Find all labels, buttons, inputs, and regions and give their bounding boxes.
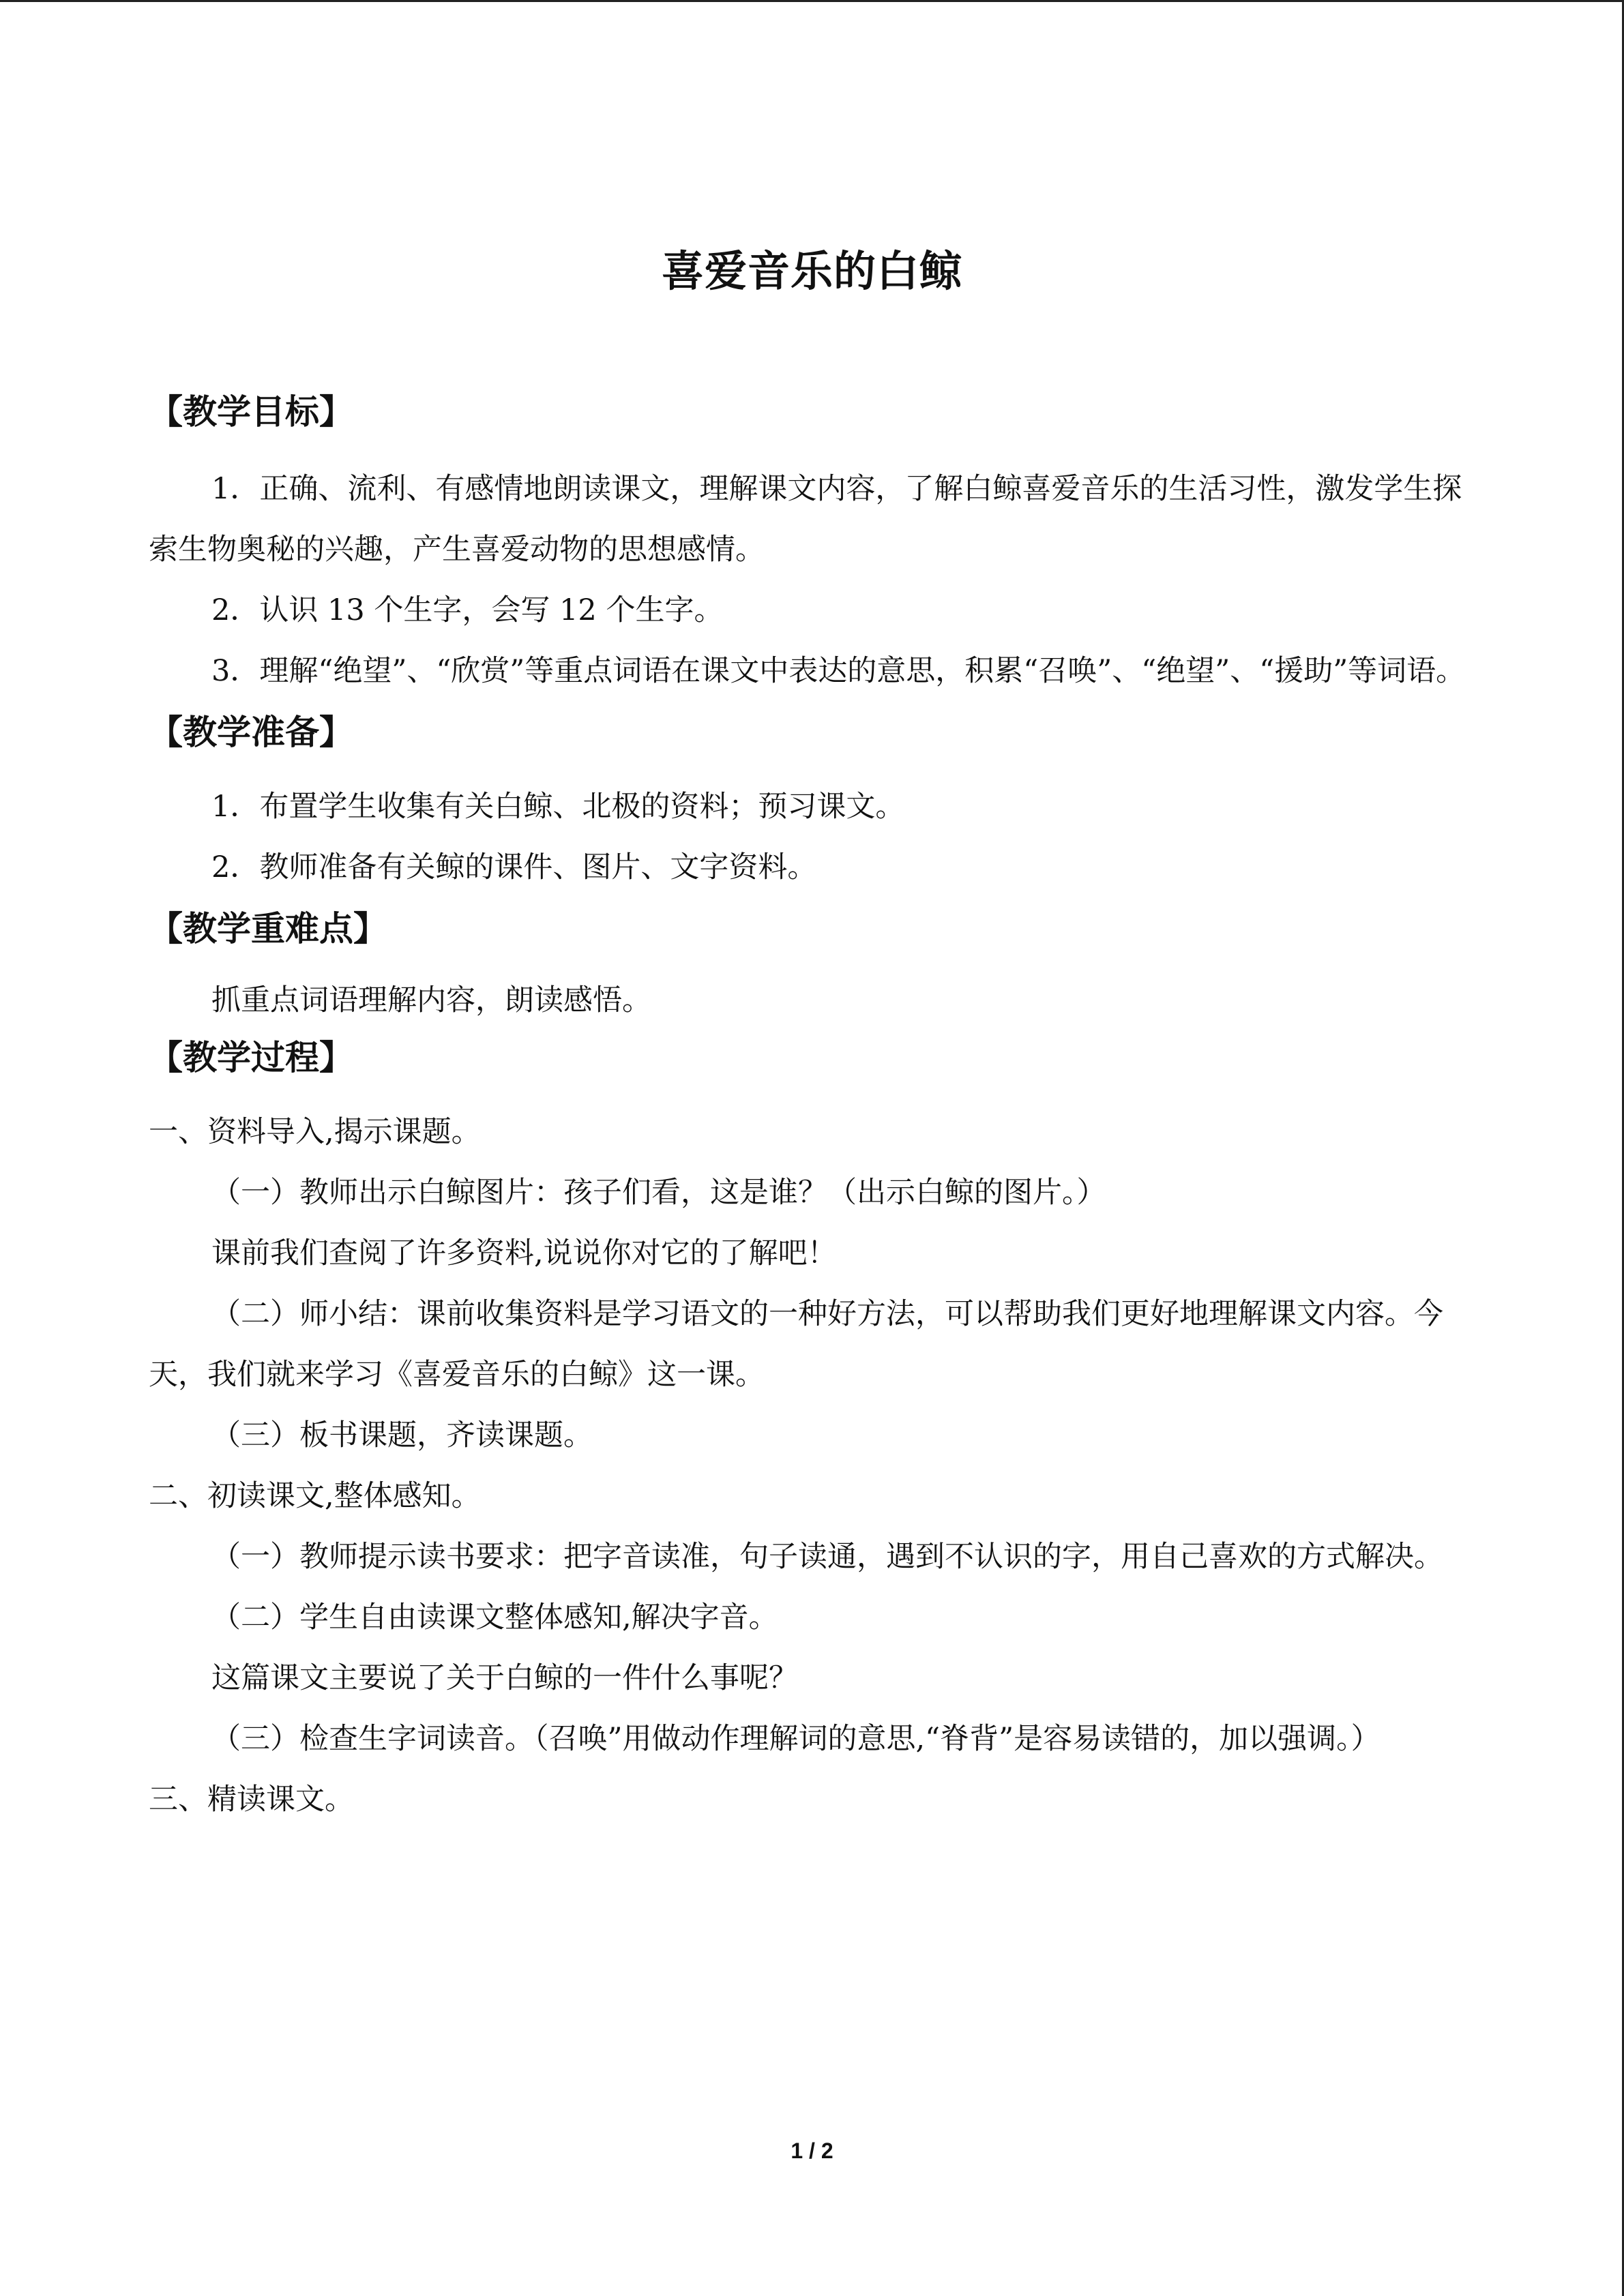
section-heading: 【教学准备】 [149, 713, 353, 752]
section-heading: 【教学重难点】 [149, 909, 387, 949]
document-body [149, 391, 1479, 1830]
process-line: 这篇课文主要说了关于白鲸的一件什么事呢？ [211, 1661, 798, 1695]
process-line: （二）师小结：课前收集资料是学习语文的一种好方法，可以帮助我们更好地理解课文内容。今天，我们就来学习《喜爱音乐的白鲸》这一课。 [149, 1297, 1443, 1392]
process-line: （一）教师提示读书要求：把字音读准，句子读通，遇到不认识的字，用自己喜欢的方式解决。 [211, 1540, 1443, 1574]
document-title: 喜爱音乐的白鲸 [661, 245, 962, 296]
section-key-points [149, 908, 1479, 1031]
process-step-heading: 一、资料导入,揭示课题。 [149, 1115, 481, 1149]
process-line: （三）检查生字词读音。（召唤”用做动作理解词的意思,“脊背”是容易读错的，加以强调。） [211, 1722, 1381, 1756]
process-line: （三）板书课题，齐读课题。 [211, 1418, 593, 1452]
preparation-item: 2．教师准备有关鲸的课件、图片、文字资料。 [211, 850, 817, 884]
objective-item: 1．正确、流利、有感情地朗读课文，理解课文内容，了解白鲸喜爱音乐的生活习性，激发学生探索生物奥秘的兴趣，产生喜爱动物的思想感情。 [149, 472, 1462, 567]
key-points-text: 抓重点词语理解内容，朗读感悟。 [211, 983, 651, 1017]
process-line: （二）学生自由读课文整体感知,解决字音。 [211, 1600, 778, 1635]
page-number: 1 / 2 [791, 2138, 833, 2163]
preparation-item: 1．布置学生收集有关白鲸、北极的资料；预习课文。 [211, 790, 905, 824]
process-line: （一）教师出示白鲸图片：孩子们看，这是谁？（出示白鲸的图片。） [211, 1176, 1106, 1210]
objective-item: 3．理解“绝望”、“欣赏”等重点词语在课文中表达的意思，积累“召唤”、“绝望”、“援助”等词语。 [211, 654, 1466, 688]
section-heading: 【教学过程】 [149, 1038, 353, 1077]
process-step-heading: 三、精读课文。 [149, 1783, 354, 1817]
process-step-heading: 二、初读课文,整体感知。 [149, 1479, 481, 1513]
section-objectives [149, 391, 1479, 702]
section-heading: 【教学目标】 [149, 392, 353, 432]
objective-item: 2．认识 13 个生字，会写 12 个生字。 [211, 593, 724, 627]
section-process [149, 1037, 1479, 1830]
section-preparation [149, 711, 1479, 898]
process-line: 课前我们查阅了许多资料,说说你对它的了解吧！ [211, 1236, 837, 1270]
